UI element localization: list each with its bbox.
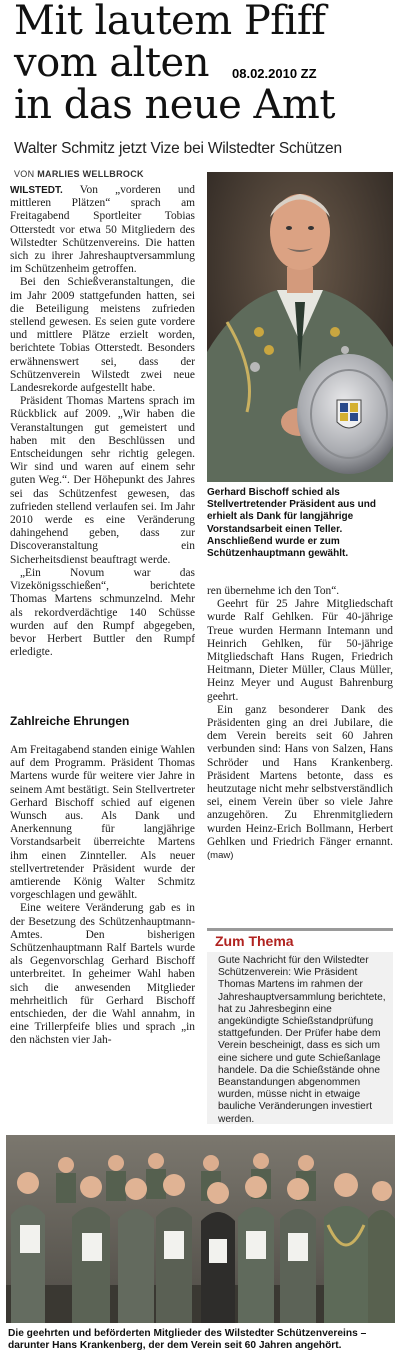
byline-author: MARLIES WELLBROCK [37,169,144,179]
article-paragraph [10,184,195,276]
thema-divider [207,928,393,931]
thema-text: Gute Nachricht für den Wilstedter Schützenverein: Wie Präsident Thomas Martens im rahmen der Jahreshauptversammlung berichtete, hat zu Jahresbeginn eine angekündigte Schießstandprüfung stattgefunden. Der Prüfer habe dem Verein bescheinigt, dass es sich um eine sichere und gute Schießanlage handele. Da die Schießstände ohne Beanstandungen abgenommen wurden, müsse nicht in etwaige bauliche Veränderungen investiert werden. [218,955,386,1124]
article-column-2 [207,585,393,921]
headline-line: vom alten [14,40,209,86]
caption-text: Die geehrten und beförderten Mitglieder des Wilstedter Schützenvereins – darunter Hans Krankenberg, der dem Verein [8,1328,367,1352]
paragraph-text: Von „vorderen und mittleren Plätzen“ sprach am Freitagabend Sportleiter Tobias Otterstedt vor etwa 50 Mitgliedern des Wilstedter Schützenvereins. Die hatten sich zu ihrer Jahreshauptversammlung im Schützenheim getroffen. [10,184,195,276]
location-tag: WILSTEDT. [10,185,63,196]
date-stamp: 08.02.2010 ZZ [232,66,317,81]
caption-highlight: seit 60 Jahren [224,1340,293,1352]
article-paragraph: Präsident Thomas Martens sprach im Rückblick auf 2009. „Wir haben die Veranstaltungen gut gemeistert und haben mit den Beschlüssen und Entscheidungen sehr richtig gelegen. Wir sind und waren auf einem sehr guten Weg.“. Der Höhepunkt des Jahres sei das Schützenfest gewesen, das zufrieden stellend verlaufen sei. Im Jahr 2010 werde es eine Veränderung dahingehend geben, dass zur Discoveranstaltung ein Sicherheitsdienst beauftragt werde. [10,395,195,566]
group-photo-caption [8,1328,396,1353]
author-signature: (maw) [207,850,234,862]
portrait-photo [207,172,393,482]
headline-line: Mit lautem Pfiff [14,0,326,44]
article-paragraph: Eine weitere Veränderung gab es in der Besetzung des Schützenhauptmann-Amtes. Den bisherigen Schützenhauptmann Ralf Bartels wurde als Gegenvorschlag Gerhard Bischoff unterbreitet. In geheimer Wahl haben sich die anwesenden Mitglieder mehrheitlich für Gerhard Bischoff entschieden, der die Wahl annahm, in eine Trillerpfeife blies und sprach „in den nächsten vier Jah- [10,902,195,1047]
caption-name: Gerhard Bischoff [207,487,289,498]
article-paragraph: Bei den Schießveranstaltungen, die im Jahr 2009 stattgefunden hatten, sei die Beteiligung meistens zufrieden stellend gewesen. Es seien gute vordere und mittlere Plätze erzielt worden, berichtete Tobias Otterstedt. Besonders erwähnenswert sei, dass der Schützenverein Wilstedt zwei neue Landesrekorde aufgestellt habe. [10,276,195,395]
article-paragraph: Geehrt für 25 Jahre Mitgliedschaft wurde Ralf Gehlken. Für 40-jährige Treue wurden Hermann Intemann und Heinrich Gehlken, für 50-jährige Mitgliedschaft Hans Rugen, Friedrich Heitmann, Dieter Müller, Claus Müller, Heinz Meyer und August Bahrenburg geehrt. [207,598,393,703]
article-paragraph: ren übernehme ich den Ton“. [207,585,340,597]
portrait-caption [207,487,393,560]
headline [14,0,394,126]
article-paragraph: „Ein Novum war das Vizekönigsschießen“, berichtete Thomas Martens schmunzelnd. Mehr als rekordverdächtige 140 Schüsse wurden auf den Rumpf abgegeben, bevor Herbert Buttler den Rumpf erledigte. [10,566,195,659]
paragraph-text: Ein ganz besonderer Dank des Präsidenten ging an drei Jubilare, die dem Verein bereits seit 60 Jahren verbunden sind: Hans von Salzen, Hans Schröder und Hans Krankenberg. Präsident Martens betonte, dass es heutzutage nicht mehr selbstverständlich sei, einem Verein über so viele Jahre anzugehören. Zu Ehrenmitgliedern wurden Heinz-Erich Bollmann, Herbert Gehlken und Friedrich Fänger ernannt. [207,703,393,848]
caption-text: angehört. [292,1340,342,1352]
thema-box [207,952,393,1124]
group-photo [6,1135,395,1323]
byline [14,169,144,179]
caption-highlight: schied als Stellvertretender Präsident aus [207,487,355,511]
portrait-photo-illustration [207,172,393,482]
section-heading: Zahlreiche Ehrungen [10,714,130,728]
subheadline: Walter Schmitz jetzt Vize bei Wilstedter Schützen [14,140,342,157]
group-photo-illustration [6,1135,395,1323]
caption-text: und erhielt als Dank für langjährige Vorstandsarbeit einen Teller. Anschließend wurde er zum Schützenhauptmann gewählt. [207,499,376,560]
headline-line: in das neue Amt [14,82,335,128]
article-column-1 [10,184,195,702]
thema-title: Zum Thema [215,933,294,949]
byline-prefix: VON [14,169,35,179]
article-paragraph: Am Freitagabend standen einige Wahlen auf dem Programm. Präsident Thomas Martens wurde für weitere vier Jahre in seinem Amt bestätigt. Sein Stellvertreter Gerhard Bischoff schied auf eigenen Wunsch aus. Als Dank und Anerkennung für langjährige Vorstandsarbeit überreichte Martens ihm einen Zinnteller. Als neuer stellvertretender Präsident wurde der amtierende König Walter Schmitz vorgeschlagen und gewählt. [10,744,195,902]
article-paragraph [207,704,393,862]
